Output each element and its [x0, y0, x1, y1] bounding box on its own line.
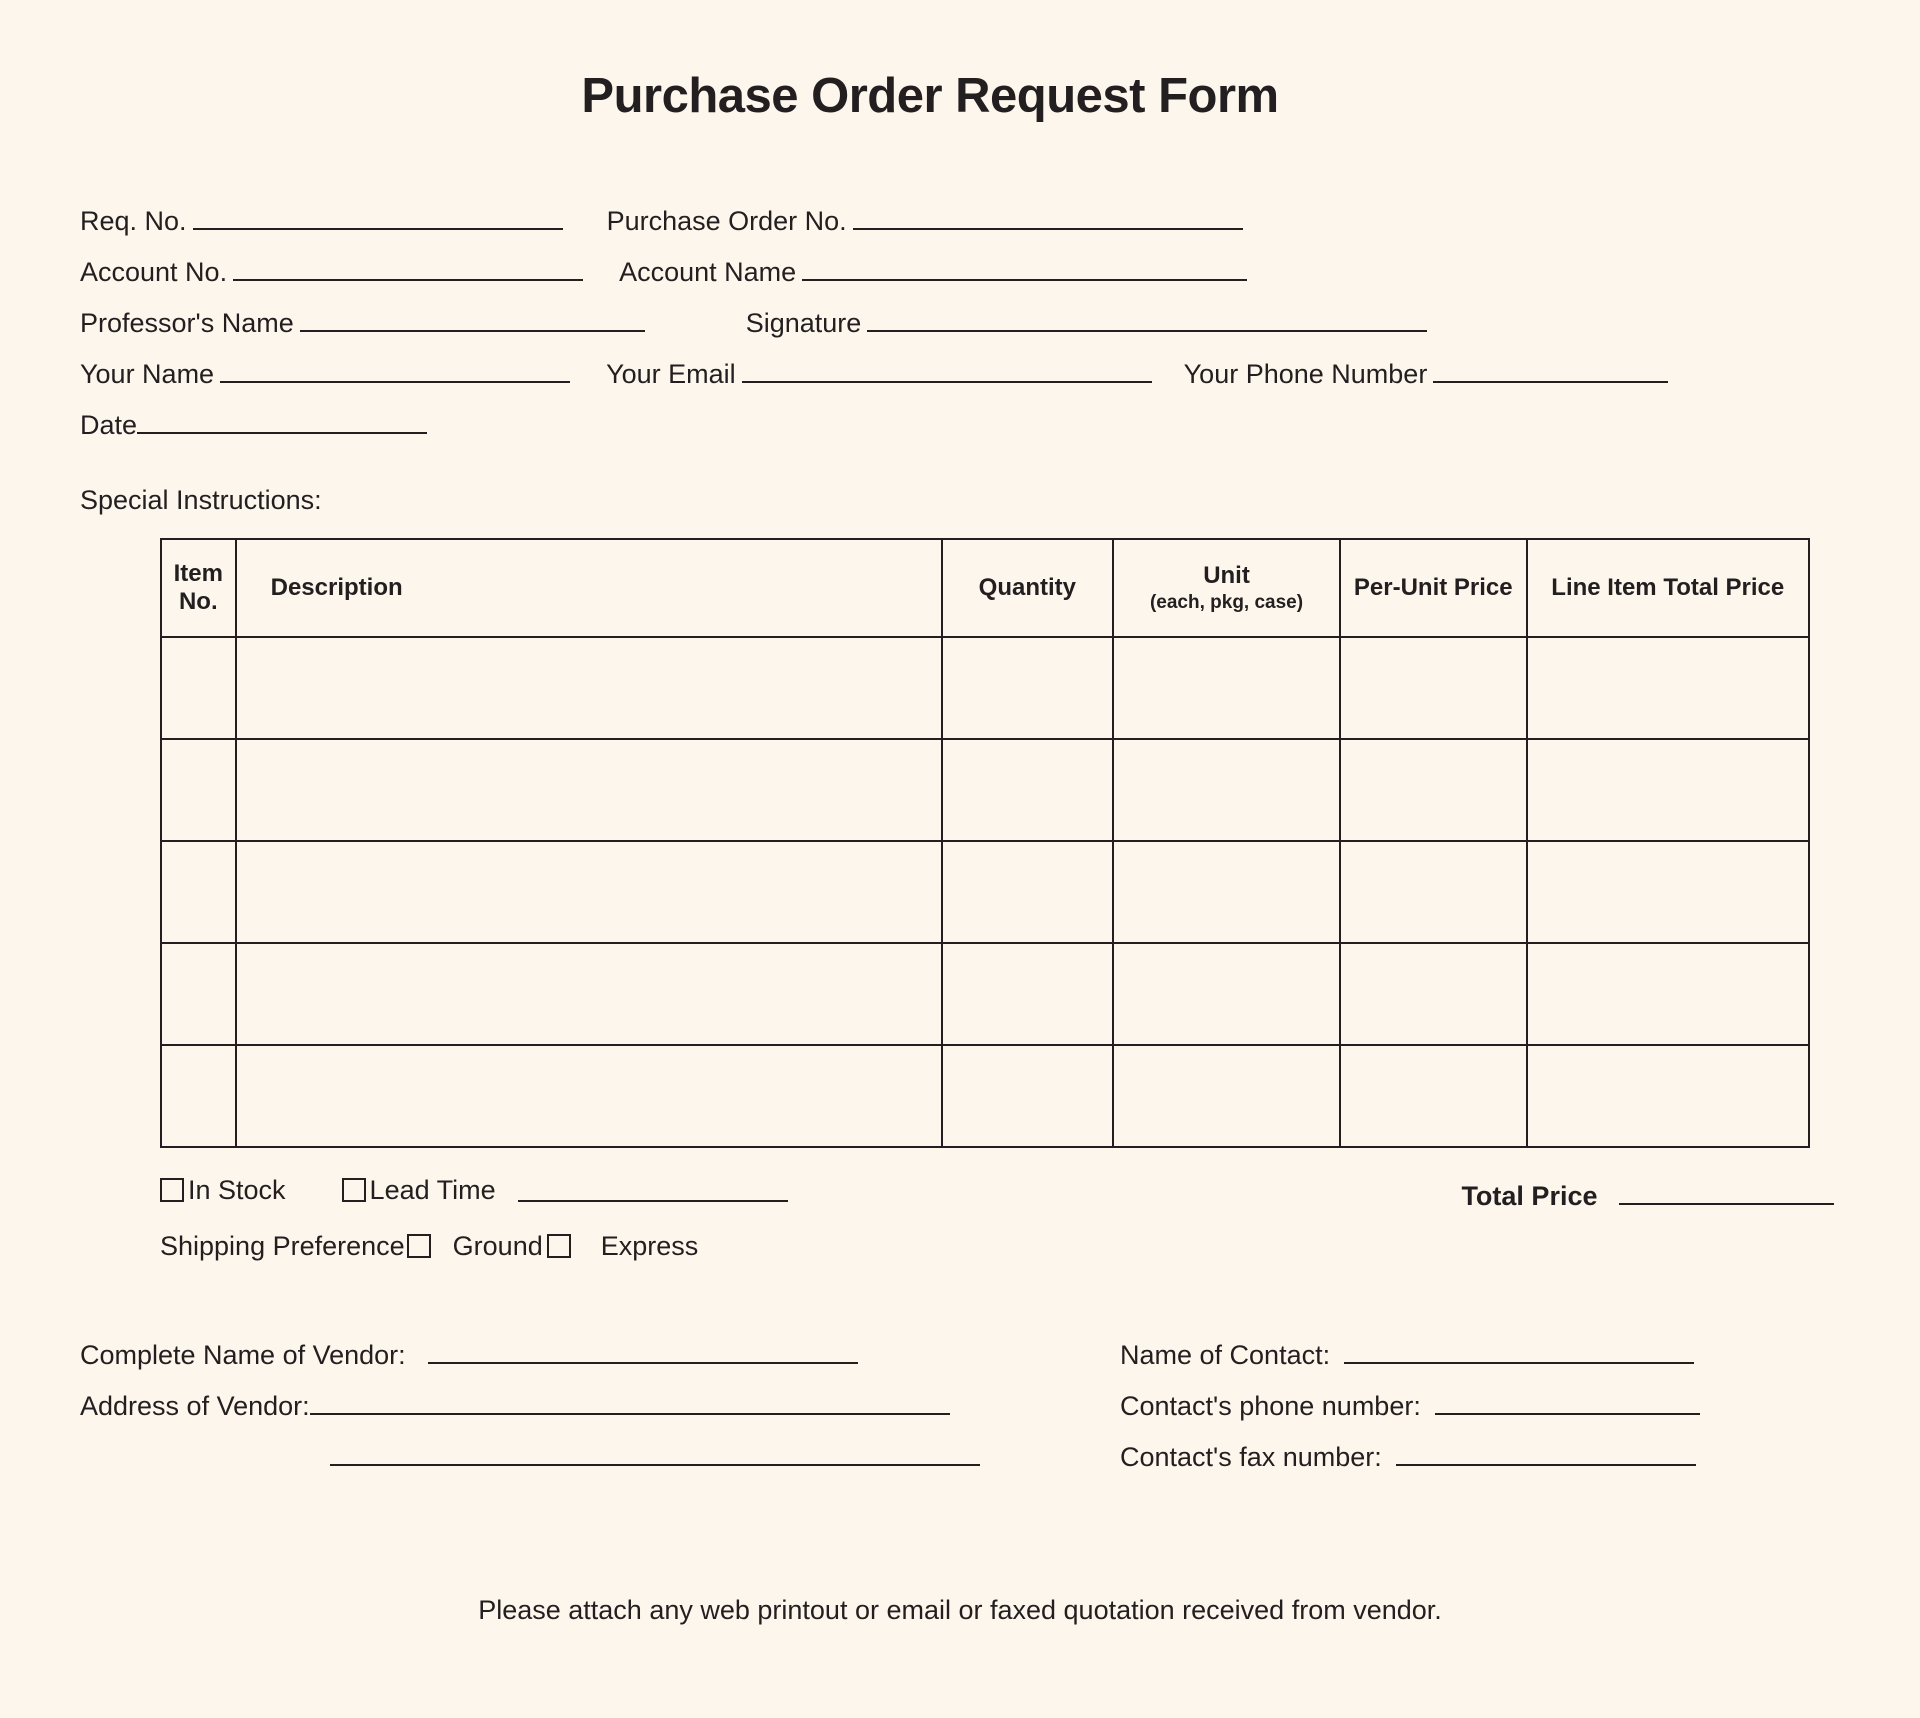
vendor-section [80, 1340, 1840, 1540]
cell-description[interactable] [236, 1045, 942, 1147]
cell-quantity[interactable] [942, 739, 1113, 841]
contact-name-row [1120, 1340, 1880, 1391]
cell-per-unit-price[interactable] [1340, 841, 1527, 943]
your-phone-label: Your Phone Number [1183, 359, 1428, 389]
express-checkbox[interactable] [547, 1234, 571, 1258]
cell-item-no[interactable] [161, 943, 236, 1045]
shipping-preference-label: Shipping Preference [160, 1230, 405, 1261]
account-no-label: Account No. [80, 257, 228, 287]
column-header-description [236, 539, 942, 637]
total-price-input[interactable] [1619, 1181, 1834, 1205]
page-title: Purchase Order Request Form [581, 69, 1279, 123]
vendor-address-input-line2[interactable] [330, 1442, 980, 1466]
cell-item-no[interactable] [161, 1045, 236, 1147]
column-header-item-no [161, 539, 236, 637]
in-stock-checkbox[interactable] [160, 1178, 184, 1202]
signature-label: Signature [745, 308, 862, 338]
account-name-label: Account Name [619, 257, 797, 287]
contact-phone-label: Contact's phone number: [1120, 1391, 1421, 1421]
cell-item-no[interactable] [161, 637, 236, 739]
table-row [161, 841, 1809, 943]
your-phone-input[interactable] [1433, 359, 1668, 383]
vendor-left-column [80, 1340, 1120, 1493]
date-input[interactable] [137, 410, 427, 434]
cell-unit[interactable] [1113, 739, 1340, 841]
special-instructions-label: Special Instructions: [80, 485, 322, 515]
lead-time-checkbox[interactable] [342, 1178, 366, 1202]
field-row-your-info [80, 349, 1840, 400]
contact-fax-row [1120, 1442, 1880, 1493]
vendor-right-column [1120, 1340, 1880, 1493]
vendor-name-label: Complete Name of Vendor: [80, 1340, 406, 1370]
cell-unit[interactable] [1113, 841, 1340, 943]
column-label-description: Description [270, 574, 403, 601]
signature-input[interactable] [867, 308, 1427, 332]
cell-line-total[interactable] [1527, 739, 1809, 841]
stock-options-row [160, 1168, 1840, 1212]
cell-line-total[interactable] [1527, 1045, 1809, 1147]
cell-item-no[interactable] [161, 739, 236, 841]
total-price-label: Total Price [1461, 1181, 1598, 1211]
table-row [161, 943, 1809, 1045]
contact-fax-label: Contact's fax number: [1120, 1442, 1382, 1472]
vendor-address-row [80, 1391, 1120, 1442]
your-name-label: Your Name [80, 359, 215, 389]
vendor-address-label: Address of Vendor: [80, 1391, 310, 1421]
vendor-name-input[interactable] [428, 1340, 858, 1364]
your-email-input[interactable] [742, 359, 1152, 383]
cell-quantity[interactable] [942, 841, 1113, 943]
vendor-address-row-2 [80, 1442, 1120, 1493]
field-row-date [80, 400, 1840, 451]
cell-per-unit-price[interactable] [1340, 739, 1527, 841]
table-row [161, 739, 1809, 841]
cell-per-unit-price[interactable] [1340, 943, 1527, 1045]
contact-phone-input[interactable] [1435, 1391, 1700, 1415]
professors-name-label: Professor's Name [80, 308, 294, 338]
req-no-input[interactable] [193, 206, 563, 230]
your-email-label: Your Email [606, 359, 736, 389]
cell-quantity[interactable] [942, 943, 1113, 1045]
cell-unit[interactable] [1113, 637, 1340, 739]
cell-line-total[interactable] [1527, 943, 1809, 1045]
table-header-row [161, 539, 1809, 637]
shipping-preference-row [160, 1224, 1840, 1268]
account-no-input[interactable] [233, 257, 583, 281]
column-header-unit [1113, 539, 1340, 637]
cell-description[interactable] [236, 841, 942, 943]
cell-quantity[interactable] [942, 1045, 1113, 1147]
cell-unit[interactable] [1113, 1045, 1340, 1147]
cell-per-unit-price[interactable] [1340, 637, 1527, 739]
purchase-order-no-input[interactable] [853, 206, 1243, 230]
account-name-input[interactable] [802, 257, 1247, 281]
vendor-name-row [80, 1340, 1120, 1391]
total-price-block [1461, 1181, 1840, 1212]
purchase-order-no-label: Purchase Order No. [606, 206, 847, 236]
professors-name-input[interactable] [300, 308, 645, 332]
table-row [161, 1045, 1809, 1147]
date-label: Date [80, 410, 138, 440]
footnote: Please attach any web printout or email or faxed quotation received from vendor. [478, 1595, 1442, 1625]
req-no-label: Req. No. [80, 206, 187, 236]
cell-line-total[interactable] [1527, 841, 1809, 943]
field-row-professor [80, 298, 1840, 349]
cell-description[interactable] [236, 739, 942, 841]
line-items-table [160, 538, 1810, 1148]
contact-phone-row [1120, 1391, 1880, 1442]
contact-name-input[interactable] [1344, 1340, 1694, 1364]
field-row-account [80, 247, 1840, 298]
column-sublabel-unit: (each, pkg, case) [1149, 592, 1304, 613]
column-header-quantity [942, 539, 1113, 637]
column-label-unit: Unit [1203, 562, 1250, 589]
cell-unit[interactable] [1113, 943, 1340, 1045]
contact-name-label: Name of Contact: [1120, 1340, 1331, 1370]
cell-line-total[interactable] [1527, 637, 1809, 739]
cell-description[interactable] [236, 943, 942, 1045]
table-row [161, 637, 1809, 739]
column-label-item-no: Item No. [173, 560, 223, 615]
your-name-input[interactable] [220, 359, 570, 383]
column-label-line-item-total: Line Item Total Price [1551, 574, 1785, 601]
column-header-per-unit-price [1340, 539, 1527, 637]
lead-time-input[interactable] [518, 1178, 788, 1202]
field-row-req-no [80, 196, 1840, 247]
ground-label: Ground [452, 1230, 543, 1261]
vendor-address-input-line1[interactable] [310, 1391, 950, 1415]
cell-item-no[interactable] [161, 841, 236, 943]
express-label: Express [600, 1230, 699, 1261]
column-label-quantity: Quantity [978, 574, 1076, 601]
column-header-line-item-total [1527, 539, 1809, 637]
in-stock-label: In Stock [188, 1174, 286, 1205]
cell-description[interactable] [236, 637, 942, 739]
contact-fax-input[interactable] [1396, 1442, 1696, 1466]
lead-time-label: Lead Time [369, 1174, 496, 1205]
header-fields [80, 196, 1840, 451]
ground-checkbox[interactable] [407, 1234, 431, 1258]
cell-quantity[interactable] [942, 637, 1113, 739]
cell-per-unit-price[interactable] [1340, 1045, 1527, 1147]
column-label-per-unit-price: Per-Unit Price [1353, 574, 1513, 601]
